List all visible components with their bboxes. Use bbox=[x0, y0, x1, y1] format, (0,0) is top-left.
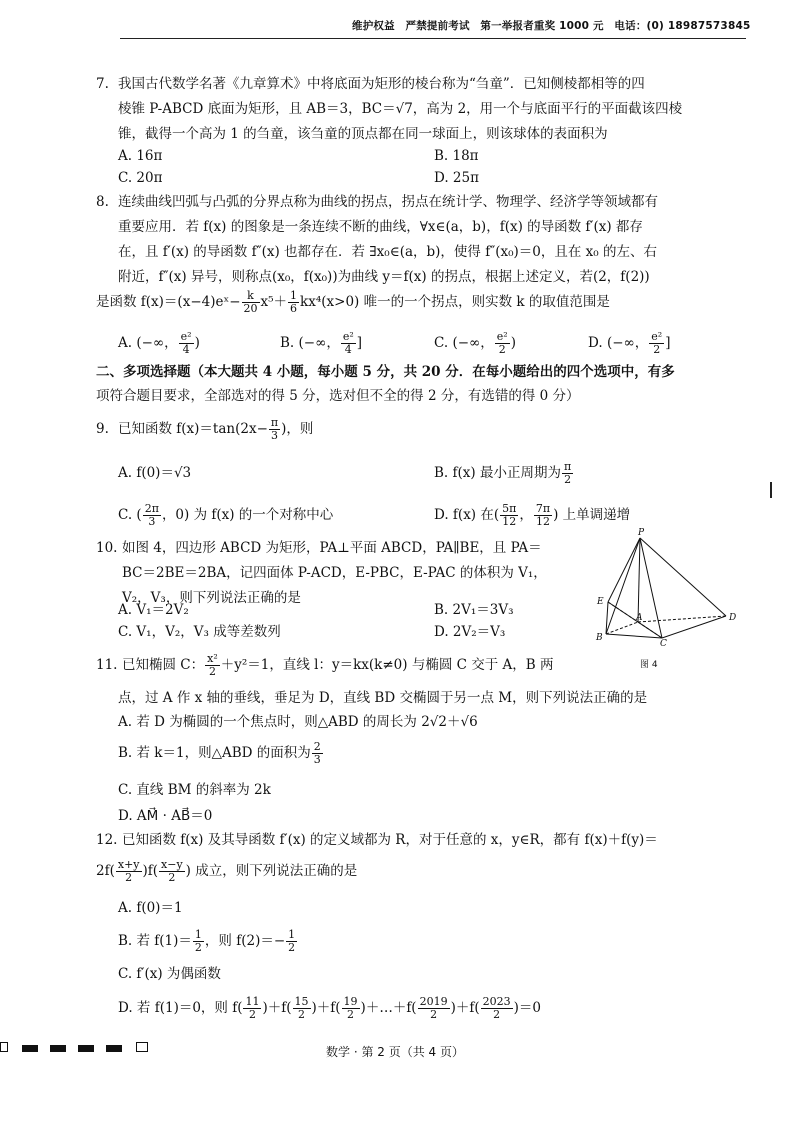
denominator: 12 bbox=[502, 515, 517, 528]
option-text: )＝0 bbox=[513, 1000, 541, 1016]
denominator: 6 bbox=[290, 302, 298, 315]
option-c[interactable] bbox=[118, 500, 333, 530]
interval-right: ] bbox=[356, 335, 363, 351]
option-d[interactable] bbox=[118, 992, 541, 1024]
numerator: π bbox=[563, 460, 572, 473]
question-text-line: 连续曲线凹弧与凸弧的分界点称为曲线的拐点，拐点在统计学、物理学、经济学等领域都有 bbox=[118, 194, 658, 210]
page-number-text: 数学 · 第 2 页（共 4 页） bbox=[326, 1045, 464, 1059]
option-text: )＋…＋f( bbox=[360, 1000, 417, 1016]
edge-PA bbox=[638, 538, 640, 622]
denominator: 4 bbox=[182, 343, 190, 356]
question-number: 8. bbox=[96, 194, 109, 210]
interval-right: ) bbox=[194, 335, 200, 351]
option-text: B. f(x) 最小正周期为 bbox=[434, 465, 561, 481]
question-text: ＋y²＝1，直线 l：y＝kx(k≠0) 与椭圆 C 交于 A，B 两 bbox=[220, 657, 554, 673]
question-12 bbox=[96, 828, 746, 853]
numerator: 5π bbox=[502, 502, 517, 515]
question-11 bbox=[96, 650, 596, 680]
question-text-line: 点，过 A 作 x 轴的垂线，垂足为 D，直线 BD 交椭圆于另一点 M，则下列说法正确的是 bbox=[118, 690, 648, 706]
q12-option-c-row bbox=[118, 962, 738, 986]
option-b[interactable] bbox=[118, 926, 298, 956]
option-c[interactable] bbox=[434, 328, 516, 358]
denominator: 3 bbox=[148, 515, 156, 528]
edge-BC bbox=[606, 634, 662, 638]
option-text: )＋f( bbox=[262, 1000, 292, 1016]
numerator: 15 bbox=[294, 995, 309, 1008]
denominator: 3 bbox=[313, 753, 321, 766]
q11-option-b-row bbox=[118, 738, 738, 768]
q10-options-row-2 bbox=[118, 620, 588, 644]
interval-left: (−∞， bbox=[452, 335, 494, 351]
question-7 bbox=[96, 72, 746, 147]
question-text: 已知函数 f(x)＝tan(2x− bbox=[118, 421, 268, 437]
edge-EP bbox=[608, 538, 640, 602]
option-d[interactable] bbox=[588, 328, 670, 358]
option-d[interactable]: D. 25π bbox=[434, 170, 479, 186]
option-text: ) 上单调递增 bbox=[553, 507, 631, 523]
option-label: C. bbox=[434, 335, 449, 351]
fraction bbox=[242, 290, 260, 315]
header-divider bbox=[120, 38, 746, 39]
denominator: 2 bbox=[298, 1008, 306, 1021]
denominator: 2 bbox=[168, 871, 176, 884]
question-text: 已知椭圆 C： bbox=[122, 657, 205, 673]
formula-text: x⁵＋ bbox=[260, 294, 288, 310]
numerator: 2π bbox=[144, 502, 159, 515]
fraction bbox=[116, 859, 142, 884]
section-instruction-line: 项符合题目要求，全部选对的得 5 分，选对但不全的得 2 分，有选错的得 0 分） bbox=[96, 388, 580, 404]
interval-left: (−∞， bbox=[606, 335, 649, 351]
q7-options-row-2 bbox=[118, 166, 738, 190]
question-text: 2f( bbox=[96, 863, 115, 879]
option-text: C. ( bbox=[118, 507, 142, 523]
question-8-formula-line bbox=[96, 290, 746, 315]
fraction bbox=[495, 331, 510, 356]
option-text: ，0) 为 f(x) 的一个对称中心 bbox=[161, 507, 334, 523]
numerator: 7π bbox=[535, 502, 551, 515]
denominator: 4 bbox=[344, 343, 352, 356]
q12-option-d-row bbox=[118, 992, 738, 1024]
numerator: 2 bbox=[313, 740, 321, 753]
option-c[interactable]: C. 直线 BM 的斜率为 2k bbox=[118, 782, 271, 798]
numerator: 11 bbox=[245, 995, 260, 1008]
edge-PC bbox=[640, 538, 662, 638]
interval-right: ] bbox=[665, 335, 671, 351]
question-12-line-2 bbox=[96, 856, 746, 886]
option-a[interactable]: A. V₁＝2V₂ bbox=[118, 602, 189, 618]
fraction bbox=[205, 653, 220, 678]
numerator: e² bbox=[342, 330, 354, 343]
question-number: 9. bbox=[96, 421, 109, 437]
question-number: 11. bbox=[96, 657, 118, 673]
label-D: D bbox=[729, 613, 737, 623]
question-text: ) 成立，则下列说法正确的是 bbox=[185, 863, 358, 879]
question-text-line: 已知函数 f(x) 及其导函数 f′(x) 的定义域都为 R，对于任意的 x，y∈R，都有 f(x)＋f(y)＝ bbox=[122, 832, 658, 848]
question-number: 7. bbox=[96, 76, 109, 92]
numerator: 1 bbox=[194, 928, 202, 941]
fraction bbox=[649, 331, 664, 356]
numerator: 1 bbox=[290, 289, 298, 302]
page-footer bbox=[0, 1043, 794, 1063]
label-C: C bbox=[660, 639, 667, 646]
denominator: 2 bbox=[564, 473, 572, 486]
numerator: 2019 bbox=[419, 995, 448, 1008]
q7-options-row-1 bbox=[118, 144, 738, 168]
option-text: B. 若 k＝1，则△ABD 的面积为 bbox=[118, 745, 311, 761]
numerator: x−y bbox=[161, 858, 183, 871]
option-text: D. f(x) 在( bbox=[434, 507, 500, 523]
question-number: 10. bbox=[96, 540, 118, 556]
denominator: 2 bbox=[125, 871, 133, 884]
denominator: 12 bbox=[535, 515, 550, 528]
formula-text: 是函数 f(x)＝(x−4)eˣ− bbox=[96, 294, 241, 310]
q11-option-d-row bbox=[118, 804, 738, 828]
denominator: 2 bbox=[288, 941, 296, 954]
option-text: )＋f( bbox=[311, 1000, 341, 1016]
q8-options-row bbox=[118, 328, 738, 358]
numerator: 1 bbox=[288, 928, 296, 941]
edge-CD bbox=[662, 616, 726, 638]
numerator: k bbox=[242, 290, 260, 303]
fraction bbox=[243, 996, 261, 1021]
option-c[interactable]: C. f′(x) 为偶函数 bbox=[118, 966, 221, 982]
q9-options-row-1 bbox=[118, 458, 738, 488]
question-8 bbox=[96, 190, 746, 290]
numerator: x+y bbox=[117, 858, 140, 871]
option-d[interactable]: D. AM⃗ · AB⃗＝0 bbox=[118, 808, 213, 824]
pyramid-svg bbox=[594, 526, 744, 646]
numerator: 2023 bbox=[482, 995, 511, 1008]
option-text: B. 若 f(1)＝ bbox=[118, 933, 192, 949]
q12-option-b-row bbox=[118, 926, 738, 956]
label-P: P bbox=[638, 528, 645, 538]
denominator: 2 bbox=[248, 1008, 256, 1021]
fraction bbox=[288, 290, 299, 315]
question-11-line-2 bbox=[96, 686, 746, 711]
label-B: B bbox=[596, 633, 603, 643]
interval-left: (−∞， bbox=[136, 335, 178, 351]
fraction bbox=[159, 859, 185, 884]
option-a[interactable]: A. f(0)＝√3 bbox=[118, 465, 192, 481]
numerator: e² bbox=[496, 330, 508, 343]
question-9 bbox=[96, 414, 746, 444]
denominator: 20 bbox=[243, 302, 258, 315]
fraction bbox=[193, 929, 204, 954]
numerator: e² bbox=[651, 330, 663, 343]
option-label: B. bbox=[280, 335, 295, 351]
denominator: 2 bbox=[653, 343, 661, 356]
option-a[interactable]: A. f(0)＝1 bbox=[118, 900, 183, 916]
option-text: ， bbox=[519, 507, 533, 523]
fraction bbox=[293, 996, 311, 1021]
denominator: 2 bbox=[498, 343, 506, 356]
label-E: E bbox=[597, 597, 604, 607]
option-text: ，则 f(2)＝− bbox=[204, 933, 286, 949]
option-b[interactable]: B. 2V₁＝3V₃ bbox=[434, 602, 514, 618]
fraction bbox=[179, 331, 194, 356]
question-text-line: 锥，截得一个高为 1 的刍童，该刍童的顶点都在同一球面上，则该球体的表面积为 bbox=[118, 126, 608, 142]
option-text: )＋f( bbox=[450, 1000, 480, 1016]
denominator: 2 bbox=[493, 1008, 501, 1021]
fraction bbox=[562, 461, 573, 486]
option-b[interactable] bbox=[434, 458, 574, 488]
question-text: )，则 bbox=[281, 421, 314, 437]
section-title-multiple-choice bbox=[96, 360, 746, 408]
fraction bbox=[269, 417, 280, 442]
denominator: 2 bbox=[430, 1008, 438, 1021]
fraction bbox=[286, 929, 297, 954]
question-text-line: 附近，f″(x) 异号，则称点(x₀，f(x₀))为曲线 y＝f(x) 的拐点，根据上述定义，若(2，f(2)) bbox=[118, 269, 650, 285]
option-a[interactable] bbox=[118, 328, 200, 358]
interval-left: (−∞， bbox=[298, 335, 340, 351]
question-text-line: 如图 4，四边形 ABCD 为矩形，PA⊥平面 ABCD，PA∥BE，且 PA＝ bbox=[122, 540, 542, 556]
interval-right: ) bbox=[510, 335, 516, 351]
page-header-notice: 维护权益 严禁提前考试 第一举报者重奖 1000 元 电话：(0) 18987573845 bbox=[352, 20, 751, 32]
denominator: 3 bbox=[271, 429, 278, 442]
numerator: π bbox=[270, 416, 279, 429]
question-number: 12. bbox=[96, 832, 118, 848]
section-instruction-line: 二、多项选择题（本大题共 4 小题，每小题 5 分，共 20 分．在每小题给出的四个选项中，有多 bbox=[96, 364, 675, 380]
fraction bbox=[500, 503, 518, 528]
q10-options-row-1 bbox=[118, 598, 588, 622]
scan-edge-mark bbox=[770, 482, 772, 498]
option-c[interactable]: C. V₁，V₂，V₃ 成等差数列 bbox=[118, 624, 281, 640]
question-text-line: 棱锥 P-ABCD 底面为矩形，且 AB＝3，BC＝√7，高为 2，用一个与底面平行的平面截该四棱 bbox=[118, 101, 683, 117]
edge-PD bbox=[640, 538, 726, 616]
fraction bbox=[342, 996, 360, 1021]
fraction bbox=[481, 996, 513, 1021]
option-a[interactable]: A. 若 D 为椭圆的一个焦点时，则△ABD 的周长为 2√2＋√6 bbox=[118, 714, 478, 730]
question-text-line: BC＝2BE＝2BA，记四面体 P-ACD，E-PBC，E-PAC 的体积为 V₁， bbox=[122, 565, 547, 581]
fraction bbox=[143, 503, 161, 528]
option-b[interactable]: B. 18π bbox=[434, 148, 479, 164]
question-text-line: 在，且 f′(x) 的导函数 f″(x) 也都存在．若 ∃x₀∈(a，b)，使得 f″(x₀)＝0，且在 x₀ 的左、右 bbox=[118, 244, 658, 260]
question-text: )f( bbox=[142, 863, 159, 879]
option-label: D. bbox=[588, 335, 603, 351]
figure-4-pyramid-diagram bbox=[594, 526, 744, 646]
numerator: x² bbox=[207, 652, 218, 665]
q11-option-c-row bbox=[118, 778, 738, 802]
fraction bbox=[418, 996, 450, 1021]
question-text-line: 我国古代数学名著《九章算术》中将底面为矩形的棱台称为“刍童”．已知侧棱都相等的四 bbox=[118, 76, 645, 92]
question-text-line: V₂，V₃，则下列说法正确的是 bbox=[122, 590, 301, 606]
formula-text: kx⁴(x>0) 唯一的一个拐点，则实数 k 的取值范围是 bbox=[300, 294, 610, 310]
q12-option-a-row bbox=[118, 896, 738, 920]
option-text: D. 若 f(1)＝0，则 f( bbox=[118, 1000, 243, 1016]
fraction bbox=[341, 331, 356, 356]
option-d[interactable]: D. 2V₂＝V₃ bbox=[434, 624, 506, 640]
fraction bbox=[534, 503, 552, 528]
denominator: 2 bbox=[347, 1008, 355, 1021]
edge-BA bbox=[606, 622, 638, 634]
denominator: 2 bbox=[194, 941, 202, 954]
option-a[interactable]: A. 16π bbox=[118, 148, 163, 164]
denominator: 2 bbox=[208, 665, 216, 678]
option-label: A. bbox=[118, 335, 133, 351]
numerator: 19 bbox=[343, 995, 358, 1008]
numerator: e² bbox=[180, 330, 192, 343]
figure-caption: 图 4 bbox=[640, 660, 658, 670]
label-A: A bbox=[636, 613, 643, 623]
question-text-line: 重要应用．若 f(x) 的图象是一条连续不断的曲线，∀x∈(a，b)，f(x) 的导函数 f′(x) 都存 bbox=[118, 219, 643, 235]
option-b[interactable] bbox=[280, 328, 362, 358]
option-c[interactable]: C. 20π bbox=[118, 170, 163, 186]
edge-AD bbox=[638, 616, 726, 622]
q11-option-a-row bbox=[118, 710, 738, 734]
option-b[interactable] bbox=[118, 738, 324, 768]
fraction bbox=[312, 741, 323, 766]
